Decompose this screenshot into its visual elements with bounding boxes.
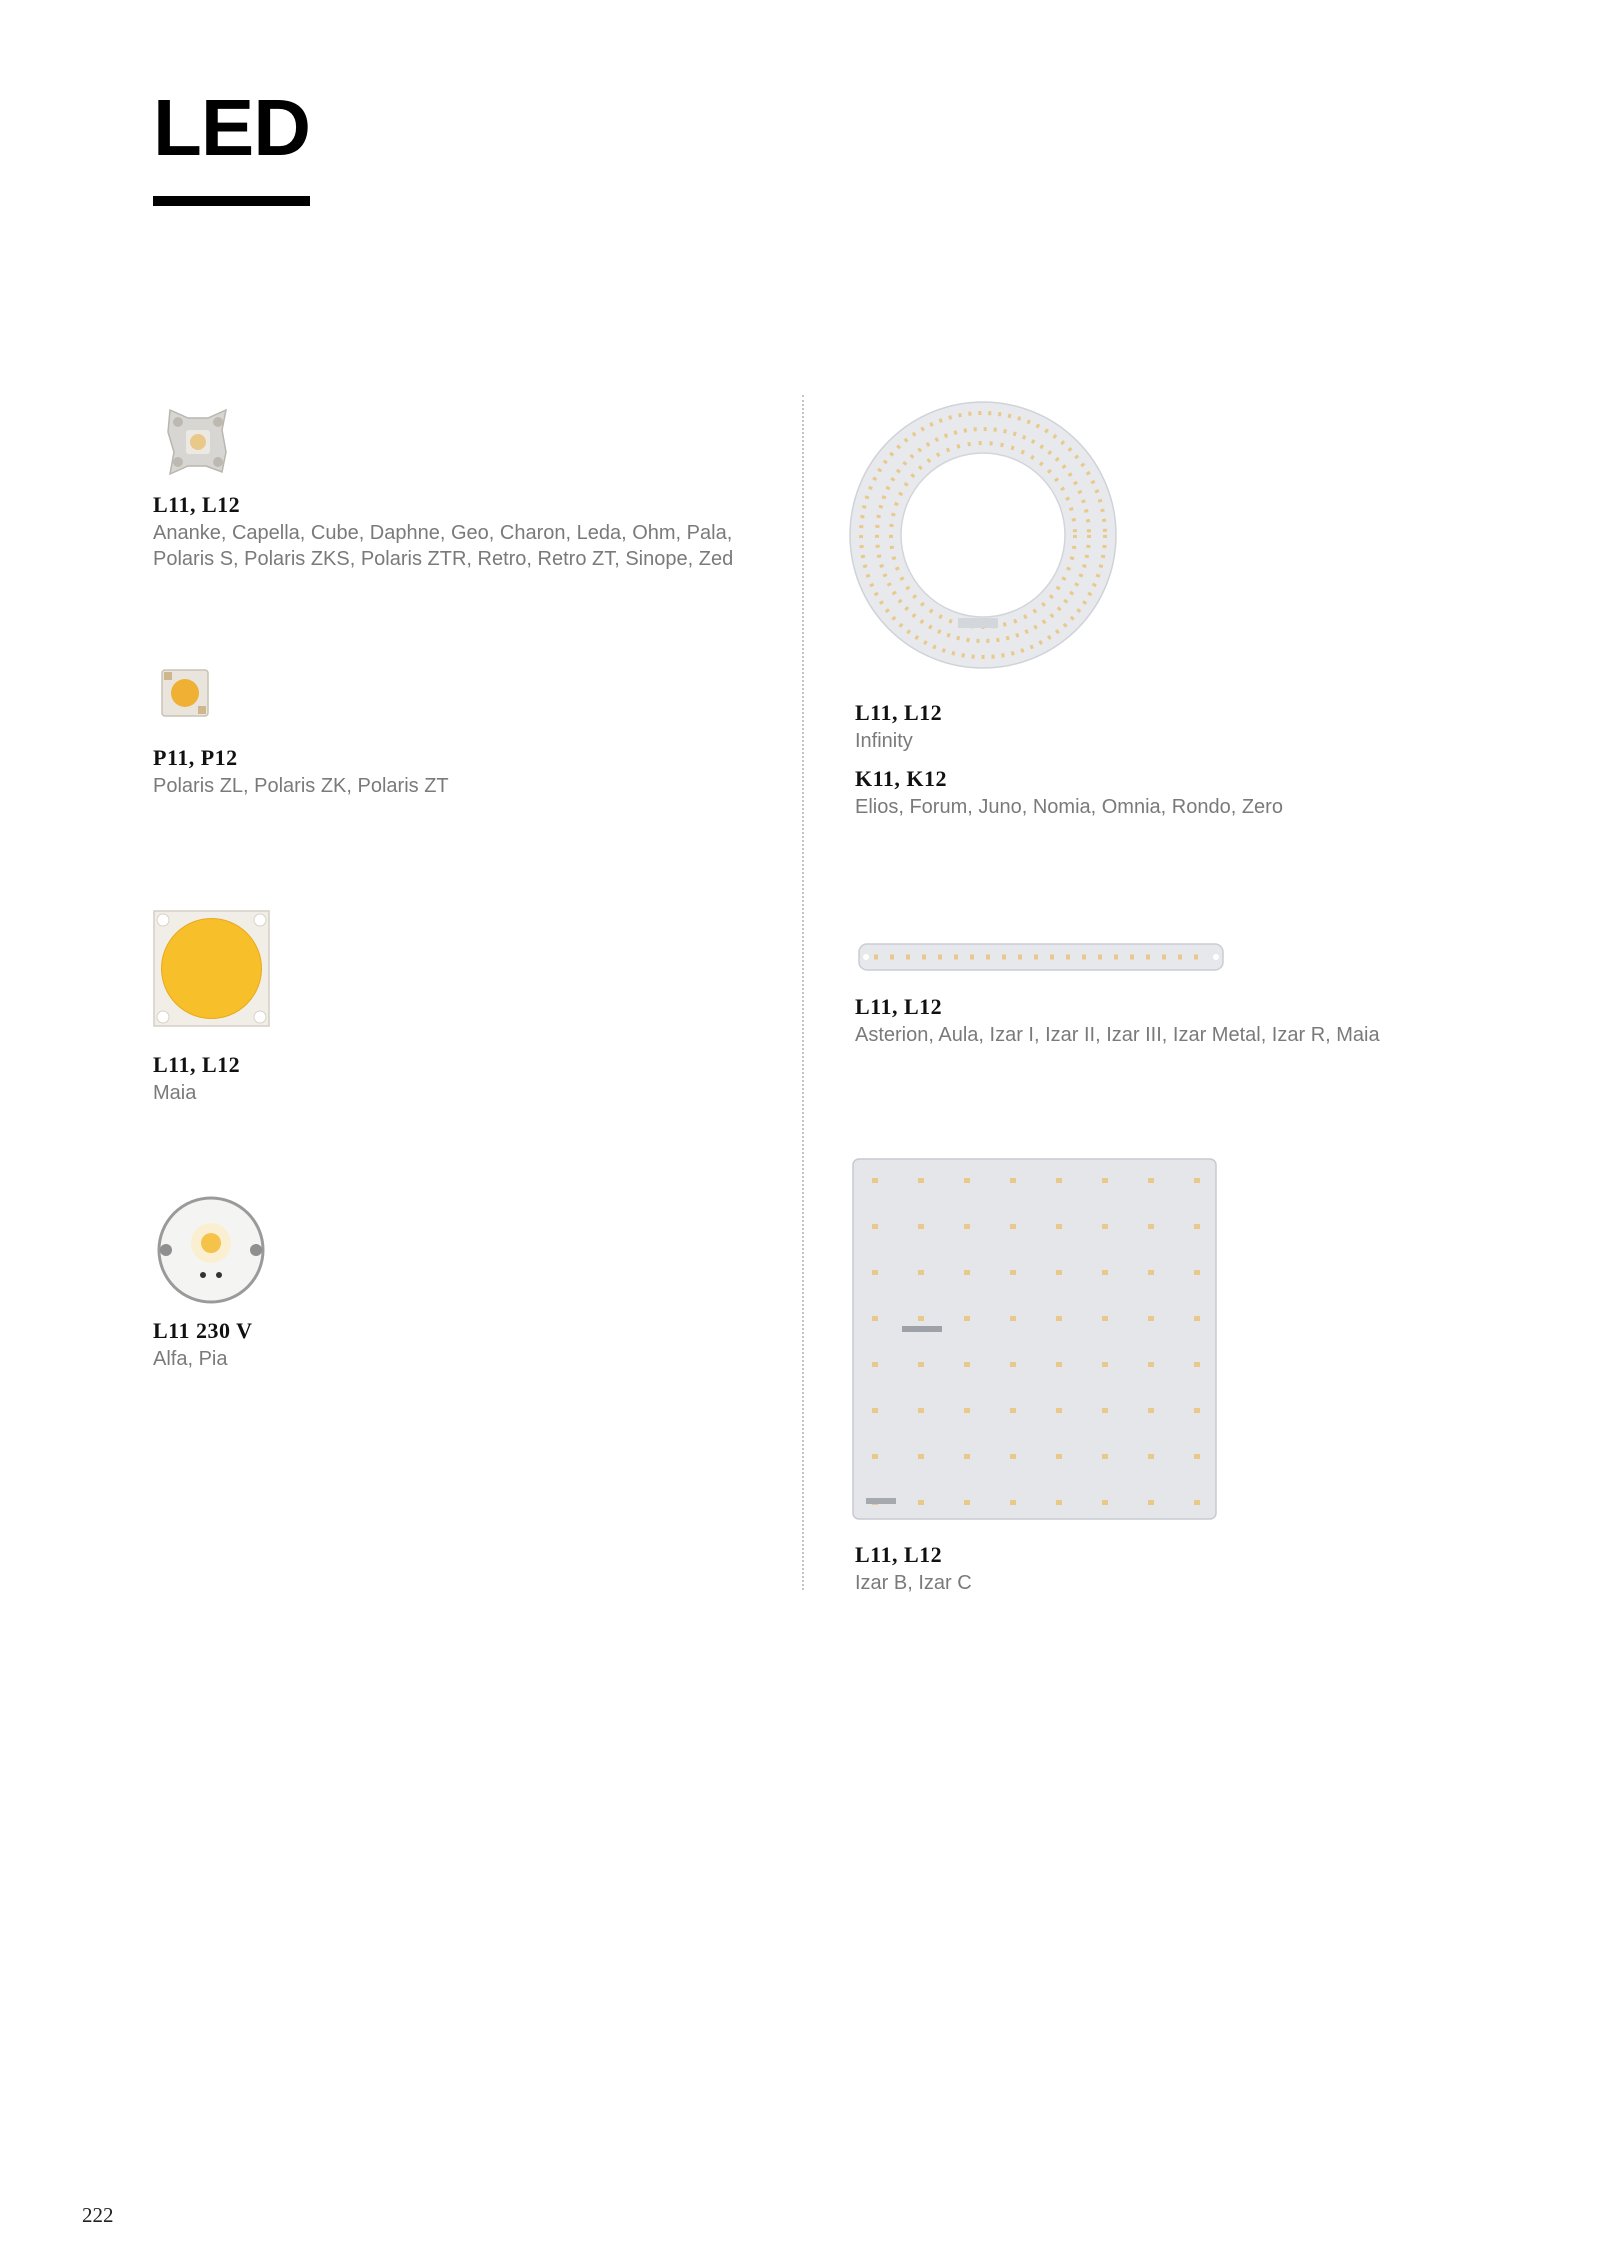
led-entry-4 <box>153 1318 773 1372</box>
led-code: P11, P12 <box>153 745 238 770</box>
led-entry-3 <box>153 1052 773 1106</box>
led-entry-1 <box>153 492 773 572</box>
led-entry-7 <box>855 994 1455 1048</box>
led-code: L11, L12 <box>855 700 943 725</box>
round-230v-led-image <box>156 1195 266 1305</box>
led-entry-8 <box>855 1542 1415 1596</box>
led-code: L11, L12 <box>153 492 241 517</box>
compatible-models: Elios, Forum, Juno, Nomia, Omnia, Rondo, Zero <box>855 796 1283 818</box>
compatible-models: Ananke, Capella, Cube, Daphne, Geo, Charon, Leda, Ohm, Pala, Polaris S, Polaris ZKS, Polaris ZTR, Retro, Retro ZT, Sinope, Zed <box>153 522 734 570</box>
ring-led-board-image <box>848 400 1118 670</box>
led-code: K11, K12 <box>855 766 948 791</box>
title-underline <box>153 196 310 206</box>
column-divider <box>802 395 804 1590</box>
led-code: L11 230 V <box>153 1318 253 1343</box>
compatible-models: Asterion, Aula, Izar I, Izar II, Izar III, Izar Metal, Izar R, Maia <box>855 1024 1380 1046</box>
small-cob-led-image <box>160 668 210 718</box>
led-code: L11, L12 <box>153 1052 241 1077</box>
compatible-models: Polaris ZL, Polaris ZK, Polaris ZT <box>153 775 449 797</box>
star-led-module-image <box>156 400 240 484</box>
compatible-models: Maia <box>153 1082 197 1104</box>
led-code: L11, L12 <box>855 994 943 1019</box>
page-title: LED <box>153 83 310 172</box>
compatible-models: Alfa, Pia <box>153 1348 228 1370</box>
square-led-panel-image <box>852 1158 1217 1520</box>
led-entry-5 <box>855 700 1415 754</box>
led-entry-6 <box>855 766 1415 820</box>
led-code: L11, L12 <box>855 1542 943 1567</box>
led-entry-2 <box>153 745 773 799</box>
compatible-models: Izar B, Izar C <box>855 1572 972 1594</box>
large-cob-led-image <box>153 910 270 1027</box>
linear-led-strip-image <box>858 940 1224 974</box>
page-number: 222 <box>82 2203 114 2227</box>
compatible-models: Infinity <box>855 730 913 752</box>
